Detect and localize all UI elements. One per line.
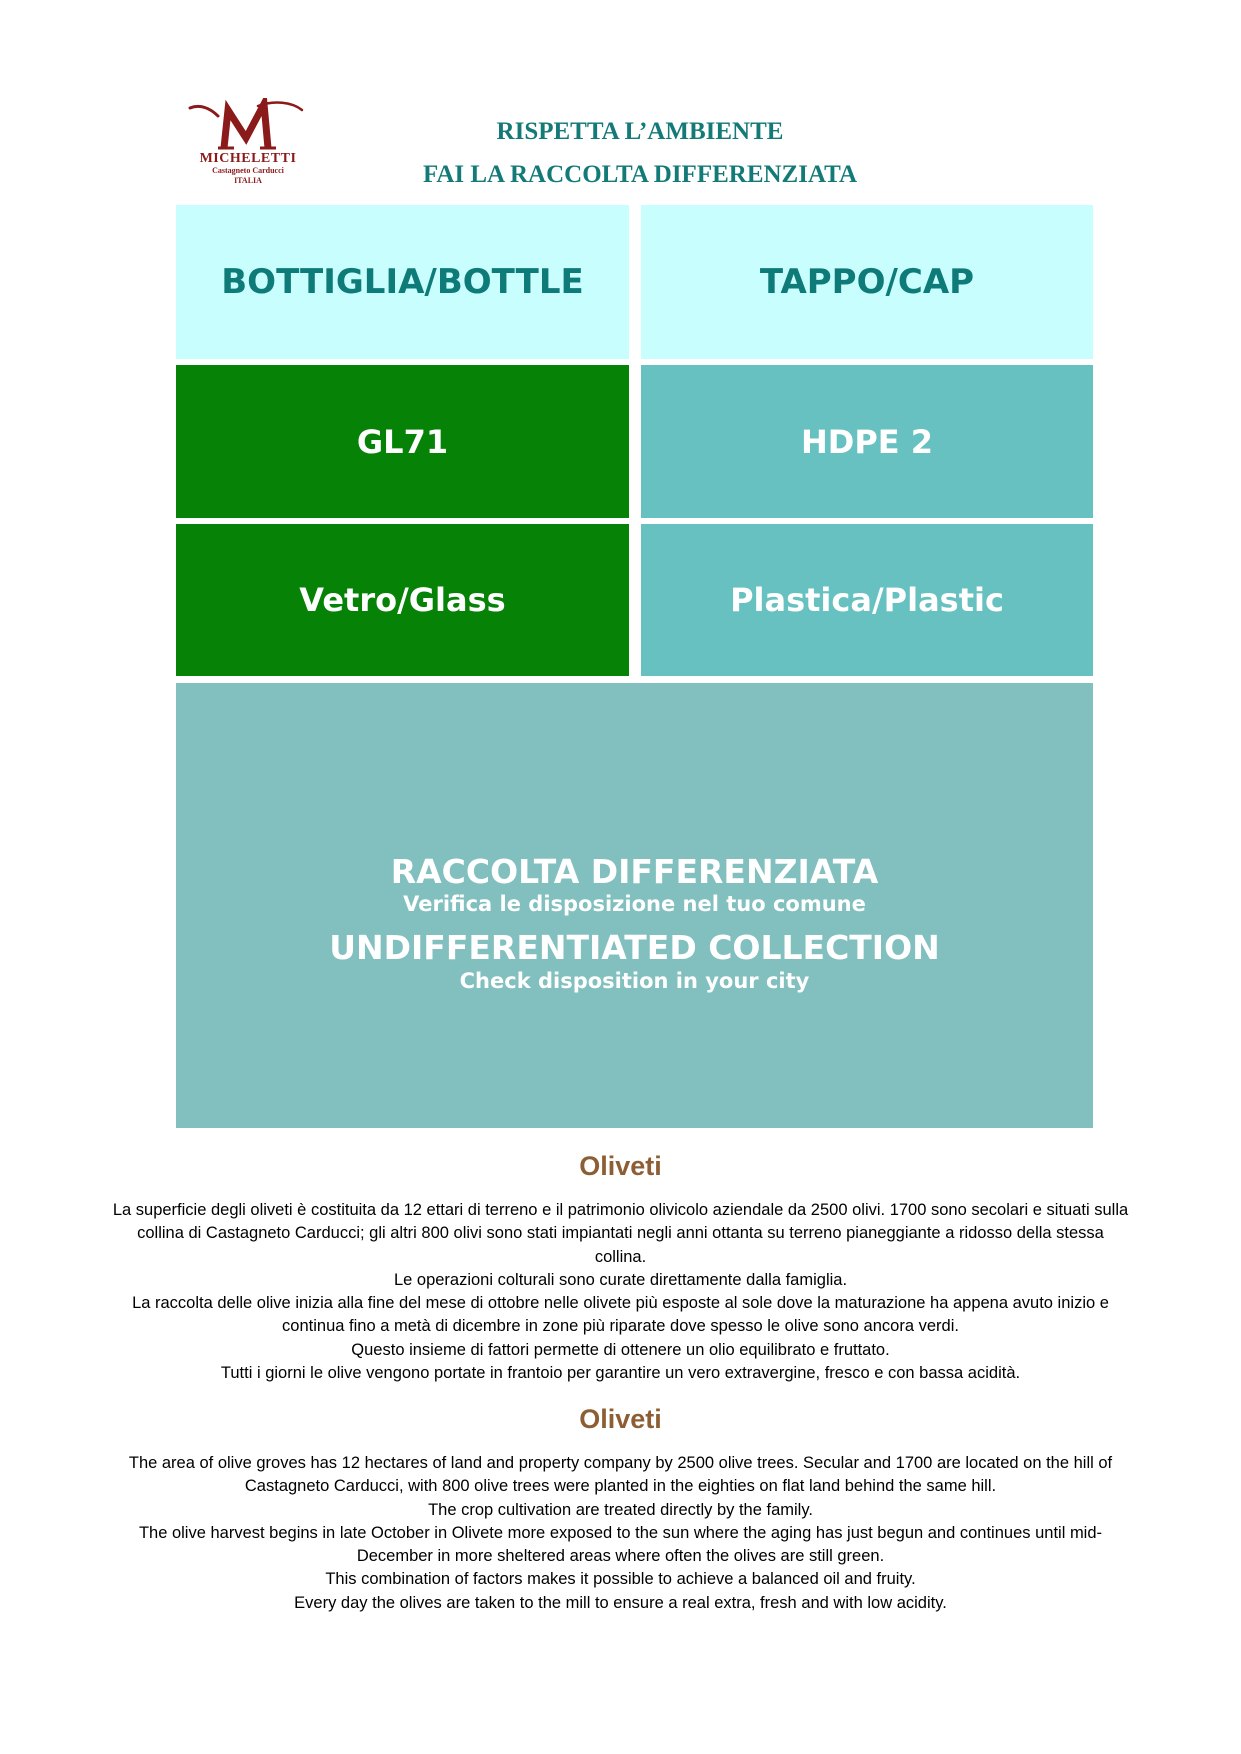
collection-en-title: UNDIFFERENTIATED COLLECTION	[329, 928, 940, 967]
collection-it-title: RACCOLTA DIFFERENZIATA	[390, 852, 879, 891]
bottle-header-cell: BOTTIGLIA/BOTTLE	[176, 205, 629, 359]
paragraph-line: Every day the olives are taken to the mill to ensure a real extra, fresh and with low acidity.	[294, 1593, 947, 1612]
logo-brand: MICHELETTI	[199, 151, 297, 166]
bottle-material-cell: Vetro/Glass	[176, 524, 629, 676]
heading-line-1: RISPETTA L’AMBIENTE	[496, 118, 784, 145]
collection-panel	[176, 683, 1093, 1128]
section-body-english	[110, 1452, 1131, 1615]
cap-code-cell: HDPE 2	[641, 365, 1093, 518]
paragraph-line: The crop cultivation are treated directly by the family.	[428, 1500, 813, 1519]
bottle-code-cell: GL71	[176, 365, 629, 518]
paragraph-line: Tutti i giorni le olive vengono portate in frantoio per garantire un vero extravergine, fresco e con bassa acidità.	[220, 1364, 1021, 1383]
m-monogram-icon	[188, 98, 308, 154]
paragraph-line: La raccolta delle olive inizia alla fine del mese di ottobre nelle olivete più esposte al sole dove la maturazione ha appena avuto inizio e continua fino a metà di dicembre in zone più riparate dove spesso le olive sono ancora verdi.	[132, 1294, 1109, 1336]
section-title-english: Oliveti	[579, 1404, 662, 1434]
heading-line-2: FAI LA RACCOLTA DIFFERENZIATA	[422, 161, 858, 188]
cap-header-cell: TAPPO/CAP	[641, 205, 1093, 359]
paragraph-line: This combination of factors makes it possible to achieve a balanced oil and fruity.	[325, 1570, 916, 1589]
logo-country: ITALIA	[234, 176, 262, 185]
cap-material-cell: Plastica/Plastic	[641, 524, 1093, 676]
paragraph-line: Questo insieme di fattori permette di ottenere un olio equilibrato e fruttato.	[351, 1340, 890, 1359]
micheletti-logo	[188, 98, 308, 194]
collection-it-subtitle: Verifica le disposizione nel tuo comune	[403, 892, 866, 916]
paragraph-line: Le operazioni colturali sono curate direttamente dalla famiglia.	[393, 1270, 848, 1289]
section-body-italian	[110, 1199, 1131, 1385]
paragraph-line: La superficie degli oliveti è costituita da 12 ettari di terreno e il patrimonio olivicolo aziendale da 2500 olivi. 1700 sono secolari e situati sulla collina di Castagneto Carducci; gli altri 800 olivi sono stati impiantati negli anni ottanta su terreno pianeggiante a ridosso della stessa collina.	[112, 1201, 1129, 1266]
collection-en-subtitle: Check disposition in your city	[459, 969, 810, 993]
paragraph-line: The olive harvest begins in late October in Olivete more exposed to the sun where the aging has just begun and continues until mid-December in more sheltered areas where often the olives are still green.	[138, 1523, 1103, 1566]
section-title-italian: Oliveti	[579, 1151, 662, 1181]
paragraph-line: The area of olive groves has 12 hectares of land and property company by 2500 olive trees. Secular and 1700 are located on the hill of Castagneto Carducci, with 800 olive trees were planted in the eighties on flat land behind the same hill.	[128, 1454, 1113, 1496]
logo-location: Castagneto Carducci	[212, 166, 284, 175]
